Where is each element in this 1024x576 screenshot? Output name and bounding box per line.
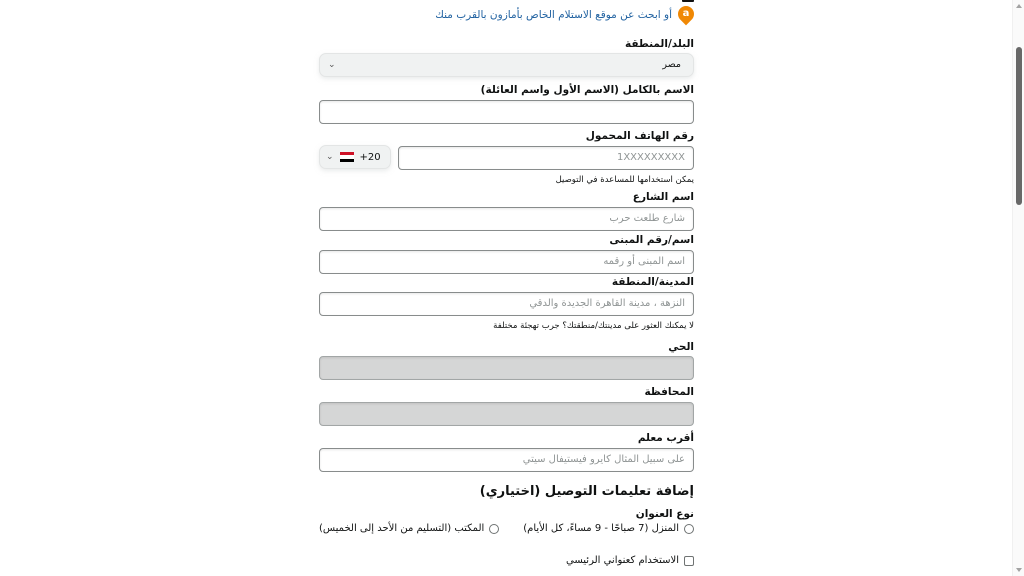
delivery-instructions-title[interactable]: إضافة تعليمات التوصيل (اختياري) — [479, 484, 694, 499]
scroll-down-arrow-icon[interactable] — [1016, 568, 1022, 572]
street-label: اسم الشارع — [632, 191, 694, 203]
district-label: الحي — [668, 341, 694, 353]
district-input — [319, 356, 694, 380]
street-input[interactable]: شارع طلعت حرب — [319, 207, 694, 231]
scroll-up-arrow-icon[interactable] — [1016, 4, 1022, 8]
amazon-pin-icon: a — [678, 6, 694, 24]
governorate-label: المحافظة — [644, 386, 694, 398]
country-select[interactable] — [319, 53, 694, 77]
address-type-radio-group — [319, 523, 694, 534]
pickup-location-link[interactable]: أو ابحث عن موقع الاستلام الخاص بأمازون بالقرب منك — [435, 9, 672, 21]
landmark-input[interactable]: على سبيل المثال كايرو فيستيفال سيتي — [319, 448, 694, 472]
phone-input[interactable]: 1XXXXXXXXX — [398, 146, 694, 170]
phone-hint: يمكن استخدامها للمساعدة في التوصيل — [555, 175, 694, 185]
building-label: اسم/رقم المبنى — [609, 234, 694, 246]
city-label: المدينة/المنطقة — [611, 276, 694, 288]
country-value: مصر — [662, 59, 681, 70]
governorate-input — [319, 402, 694, 426]
default-address-checkbox-row[interactable]: الاستخدام كعنواني الرئيسي — [566, 555, 694, 566]
vertical-scrollbar[interactable] — [1012, 0, 1024, 576]
city-hint: لا يمكنك العثور على مدينتك/منطقتك؟ جرب تهجئة مختلفة — [493, 321, 694, 331]
radio-button[interactable] — [684, 524, 694, 534]
chevron-down-icon: ⌄ — [328, 60, 336, 70]
country-code: +20 — [359, 151, 381, 163]
full-name-label: الاسم بالكامل (الاسم الأول واسم العائلة) — [480, 84, 694, 96]
pickup-location-row[interactable] — [435, 6, 694, 24]
full-name-input[interactable] — [319, 100, 694, 124]
heading-fragment — [682, 0, 694, 2]
country-code-select[interactable] — [319, 145, 391, 169]
address-type-home[interactable]: المنزل (7 صباحًا - 9 مساءً، كل الأيام) — [523, 523, 694, 534]
address-type-label: نوع العنوان — [635, 508, 694, 520]
egypt-flag-icon — [340, 152, 354, 162]
phone-label: رقم الهاتف المحمول — [585, 130, 694, 142]
chevron-down-icon: ⌄ — [326, 152, 334, 162]
default-address-checkbox[interactable] — [684, 556, 694, 566]
radio-button[interactable] — [489, 524, 499, 534]
building-input[interactable]: اسم المبنى أو رقمه — [319, 250, 694, 274]
scrollbar-thumb[interactable] — [1016, 47, 1022, 205]
city-input[interactable]: النزهة ، مدينة القاهرة الجديدة والدقي — [319, 292, 694, 316]
country-label: البلد/المنطقة — [624, 38, 694, 50]
address-type-office[interactable]: المكتب (التسليم من الأحد إلى الخميس) — [319, 523, 499, 534]
landmark-label: أقرب معلم — [637, 432, 694, 444]
